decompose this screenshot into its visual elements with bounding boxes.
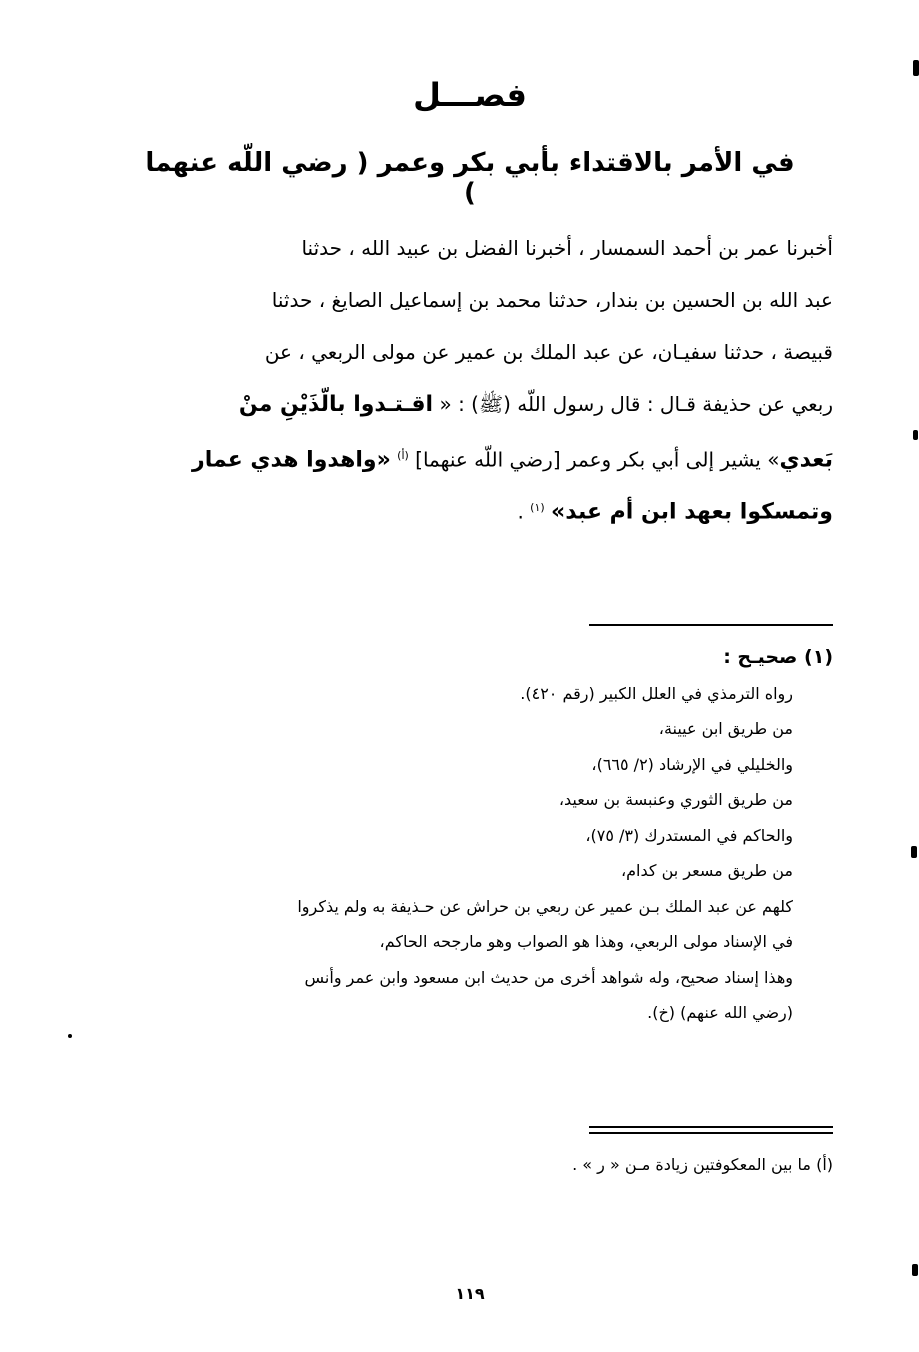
hadith-quote-1: اقـتـدوا بالّذَيْنِ منْ: [238, 392, 434, 417]
hadith-quote-2: بَعدي: [779, 447, 833, 473]
body-line-4: [113, 378, 833, 430]
footnote-line: كلهم عن عبد الملك بـن عمير عن ربعي بن حراش عن حـذيفة به ولم يذكروا: [297, 896, 793, 916]
body-line-1: أخبرنا عمر بن أحمد السمسار ، أخبرنا الفضل بن عبيد الله ، حدثنا: [301, 236, 833, 260]
scan-mark: [913, 60, 919, 76]
body-line-5-text: » يشير إلى أبي بكر وعمر [رضي اللّه عنهما]: [415, 447, 780, 472]
section-title: فصـــل: [413, 76, 527, 114]
footnote-block: [103, 640, 833, 1031]
hadith-quote-4: وتمسكوا بعهد ابن أم عبد»: [551, 499, 833, 525]
body-line-4-text: ربعي عن حذيفة قـال : قال رسول اللّه (ﷺ) : «: [439, 392, 833, 416]
footnote-separator: [589, 624, 833, 626]
scan-mark: [913, 430, 918, 440]
footnote-line: رواه الترمذي في العلل الكبير (رقم ٤٢٠).: [520, 683, 793, 703]
footnote-line: والخليلي في الإرشاد (٢/ ٦٦٥)،: [591, 754, 793, 774]
scan-mark: [68, 1034, 72, 1038]
footnote-line: من طريق ابن عيينة،: [658, 719, 793, 738]
footnote-line: وهذا إسناد صحيح، وله شواهد أخرى من حديث ابن مسعود وابن عمر وأنس: [304, 967, 793, 987]
scan-mark: [911, 846, 917, 858]
page-number: ١١٩: [455, 1284, 485, 1303]
body-line-6: [113, 482, 833, 534]
hadith-text: [113, 222, 833, 534]
footnote-line: في الإسناد مولى الربعي، وهذا هو الصواب وهو مارجحه الحاكم،: [379, 932, 793, 951]
scan-mark: [912, 1264, 918, 1276]
footnote-line: من طريق الثوري وعنبسة بن سعيد،: [558, 790, 793, 809]
footnote-ref: (١): [530, 501, 545, 514]
editor-note-ref: (أ): [397, 449, 409, 462]
footnote-line: (رضي الله عنهم) (خ).: [647, 1003, 793, 1022]
body-line-2: عبد الله بن الحسين بن بندار، حدثنا محمد بن إسماعيل الصايغ ، حدثنا: [271, 288, 833, 312]
body-line-6-end: .: [517, 499, 524, 524]
hadith-quote-3: «واهدوا هدي عمار: [192, 447, 391, 473]
chapter-subtitle: في الأمر بالاقتداء بأبي بكر وعمر ( رضي اللّه عنهما ): [145, 148, 795, 208]
footnote-line: والحاكم في المستدرك (٣/ ٧٥)،: [585, 825, 793, 845]
body-line-5: [113, 430, 833, 482]
editor-note: (أ) ما بين المعكوفتين زيادة مـن « ر » .: [572, 1155, 833, 1174]
footnote-heading: (١) صحيـح :: [723, 646, 833, 668]
footnote-line: من طريق مسعر بن كدام،: [620, 861, 793, 880]
editor-note-separator: [589, 1126, 833, 1134]
body-line-3: قبيصة ، حدثنا سفيـان، عن عبد الملك بن عمير عن مولى الربعي ، عن: [264, 340, 833, 364]
